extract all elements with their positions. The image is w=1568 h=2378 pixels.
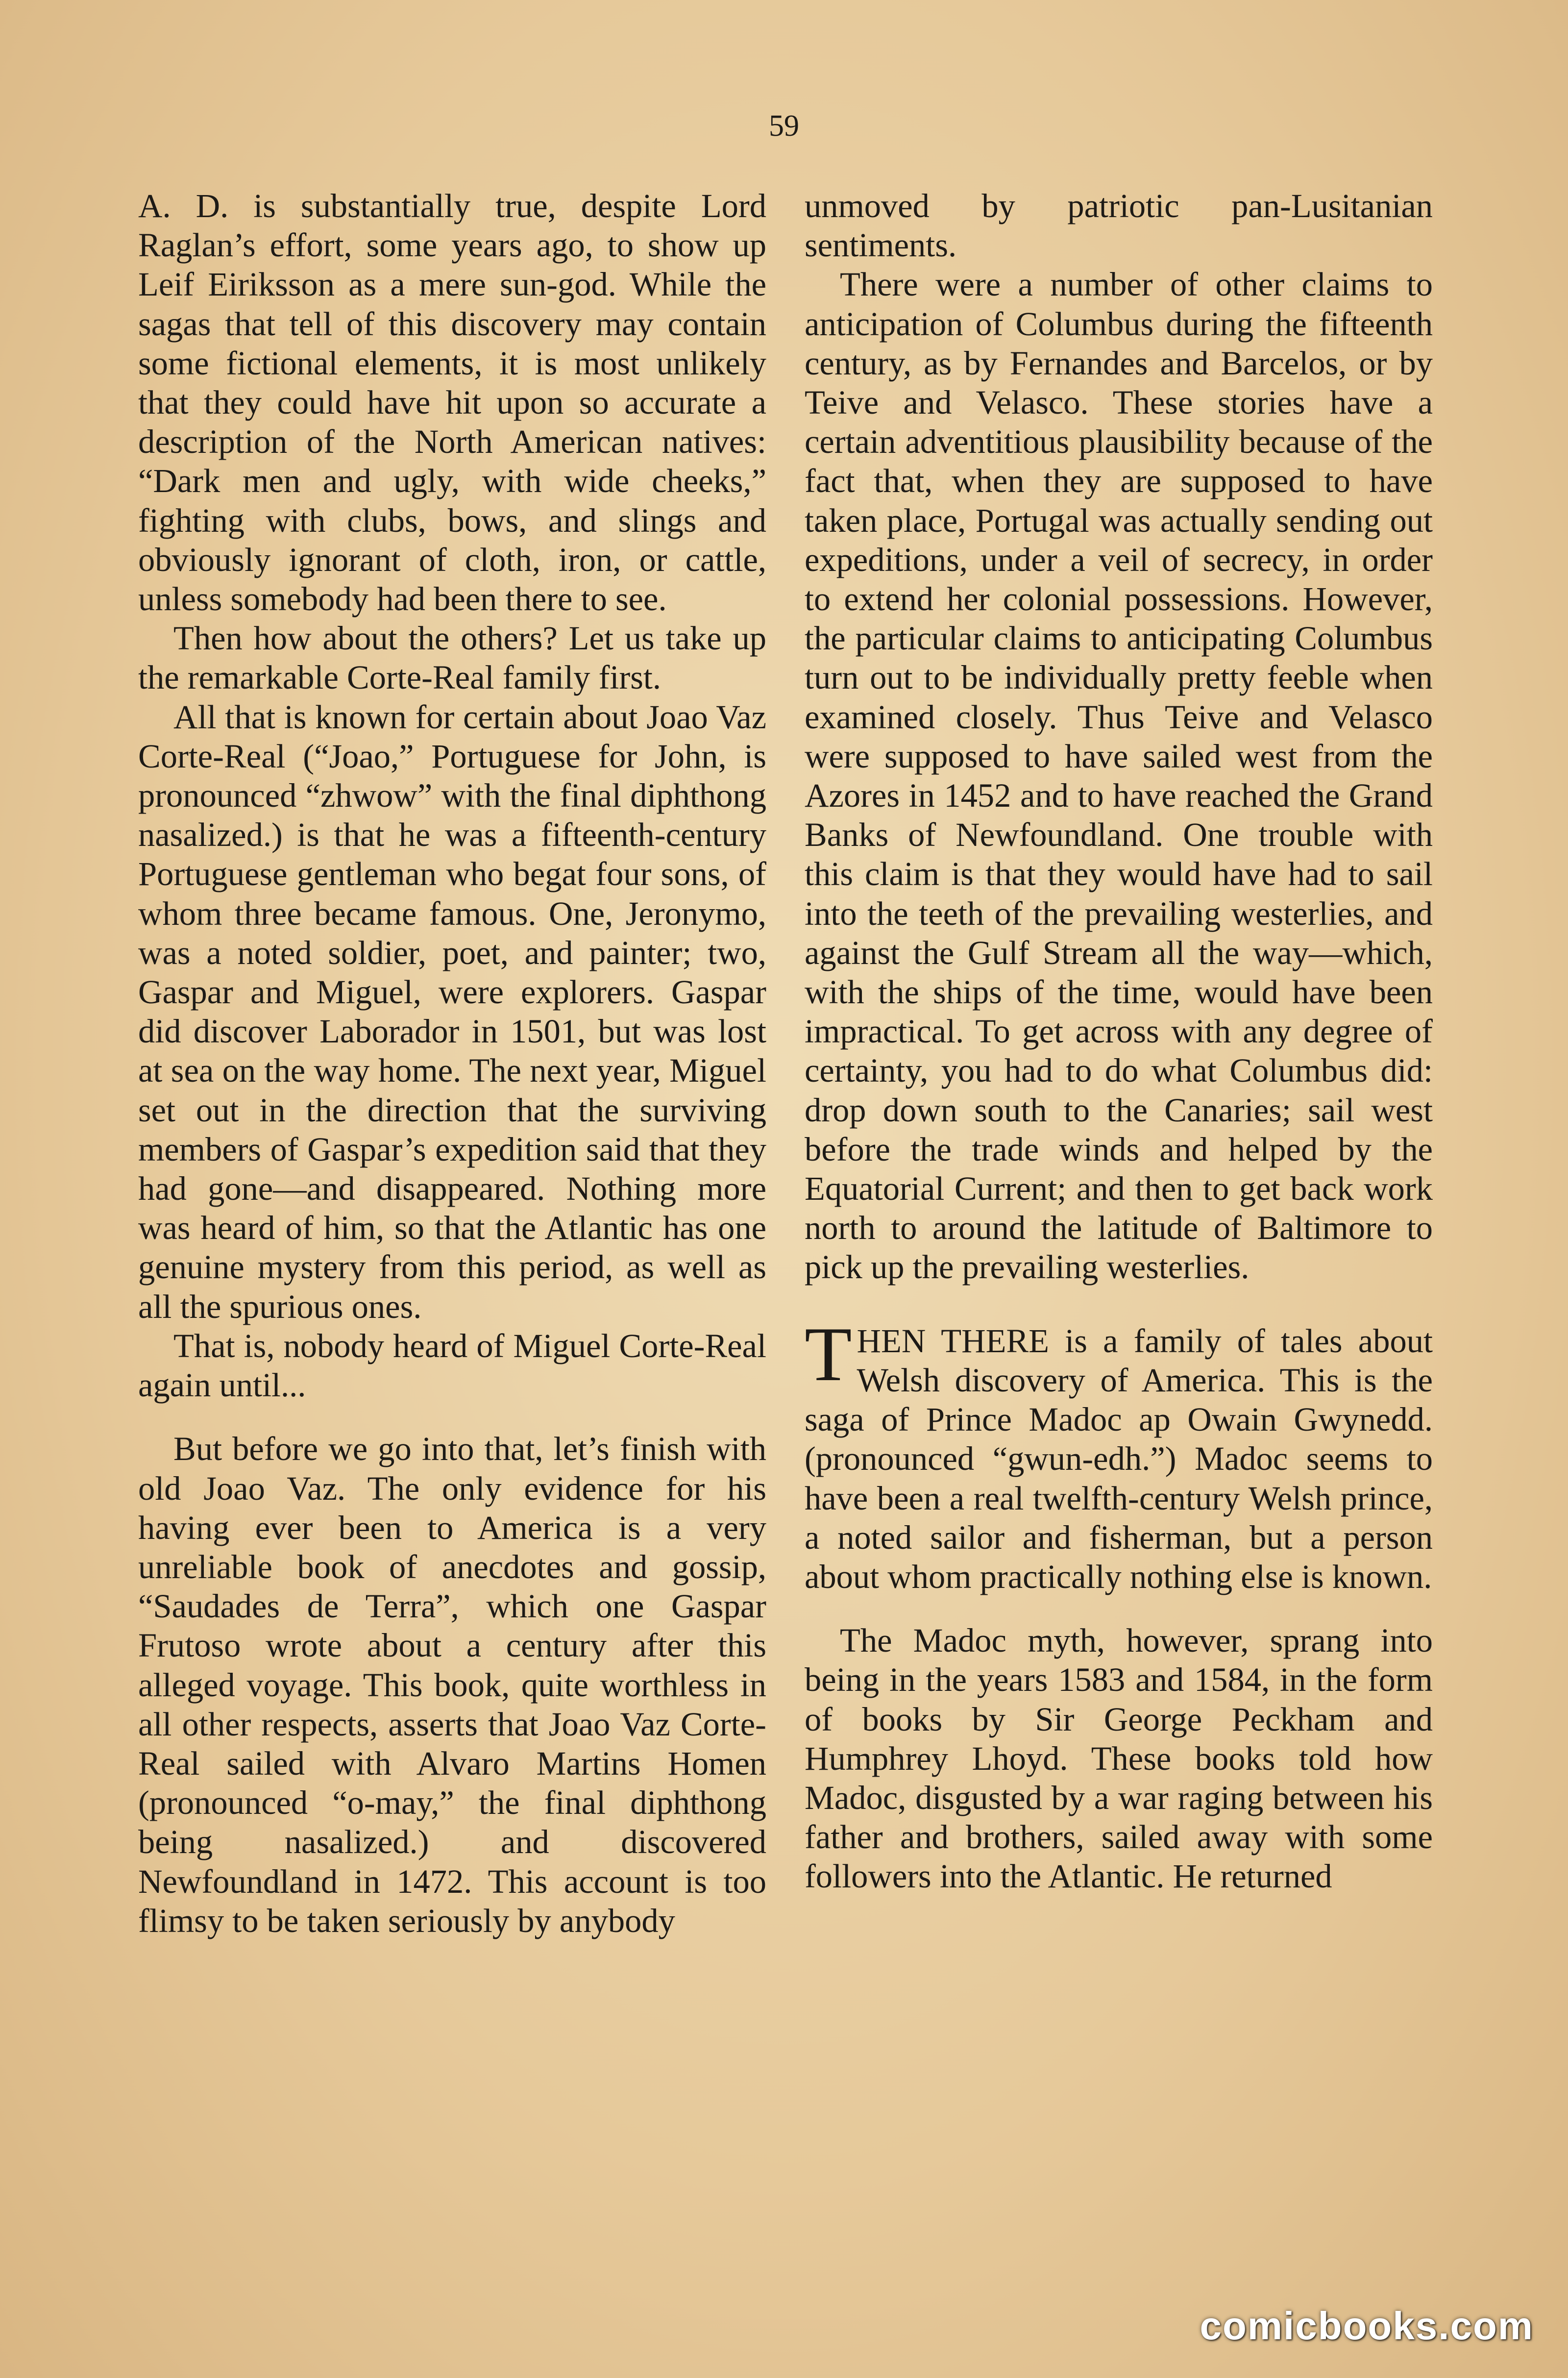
watermark: comicbooks.com [1200,2304,1534,2348]
paragraph: The Madoc myth, however, sprang into being in the years 1583 and 1584, in the form of books by Sir George Peckham and Humphrey Lhoyd. These books told how Madoc, disgusted by a war raging between his father and brothers, sailed away with some followers into the Atlantic. He returned [805,1622,1433,1895]
paragraph: Then how about the others? Let us take up the remarkable Corte-Real family first. [138,619,766,696]
right-column [805,186,1433,1896]
paragraph: There were a number of other claims to anticipation of Columbus during the fifteenth century, as by Fernandes and Barcelos, or by Teive and Velasco. These stories have a certain adventitious plausibility because of the fact that, when they are supposed to have taken place, Portugal was actually sending out expeditions, under a veil of secrecy, in order to extend her colonial possessions. However, the particular claims to anticipating Columbus turn out to be individually pretty feeble when examined closely. Thus Teive and Velasco were supposed to have sailed west from the Azores in 1452 and to have reached the Grand Banks of Newfoundland. One trouble with this claim is that they would have had to sail into the teeth of the prevailing westerlies, and against the Gulf Stream all the way—which, with the ships of the time, would have been impractical. To get across with any degree of certainty, you had to do what Columbus did: drop down south to the Canaries; sail west before the trade winds and helped by the Equatorial Current; and then to get back work north to around the latitude of Baltimore to pick up the prevailing westerlies. [805,266,1433,1286]
page-number: 59 [769,109,799,143]
left-column [138,186,766,1940]
paragraph: All that is known for certain about Joao Vaz Corte-Real (“Joao,” Portuguese for John, is pronounced “zhwow” with the final diphthong nasalized.) is that he was a fifteenth-century Portuguese gentleman who begat four sons, of whom three became famous. One, Jeronymo, was a noted soldier, poet, and painter; two, Gaspar and Miguel, were explorers. Gaspar did discover Laborador in 1501, but was lost at sea on the way home. The next year, Miguel set out in the direction that the surviving members of Gaspar’s expedition said that they had gone—and disappeared. Nothing more was heard of him, so that the Atlantic has one genuine mystery from this period, as well as all the spurious ones. [138,698,766,1325]
section-opening-paragraph: THEN THERE is a family of tales about Welsh discovery of America. This is the saga of Prince Madoc ap Owain Gwynedd. (pronounced “gwun-edh.”) Madoc seems to have been a real twelfth-century Welsh prince, a noted sailor and fisherman, but a person about whom practically nothing else is known. [805,1311,1433,1595]
paragraph: That is, nobody heard of Miguel Corte-Real again until... [138,1327,766,1404]
paragraph: unmoved by patriotic pan-Lusitanian sentiments. [805,187,1433,264]
paragraph: A. D. is substantially true, despite Lord Raglan’s effort, some years ago, to show up Leif Eiriksson as a mere sun-god. While the sagas that tell of this discovery may contain some fictional elements, it is most unlikely that they could have hit upon so accurate a description of the North American natives: “Dark men and ugly, with wide cheeks,” fighting with clubs, bows, and slings and obviously ignorant of cloth, iron, or cattle, unless somebody had been there to see. [138,187,766,618]
paragraph: But before we go into that, let’s finish with old Joao Vaz. The only evidence for his having ever been to America is a very unreliable book of anecdotes and gossip, “Saudades de Terra”, which one Gaspar Frutoso wrote about a century after this alleged voyage. This book, quite worthless in all other respects, asserts that Joao Vaz Corte-Real sailed with Alvaro Martins Homen (pronounced “o-may,” the final diphthong being nasalized.) and discovered Newfoundland in 1472. This account is too flimsy to be taken seriously by anybody [138,1430,766,1939]
